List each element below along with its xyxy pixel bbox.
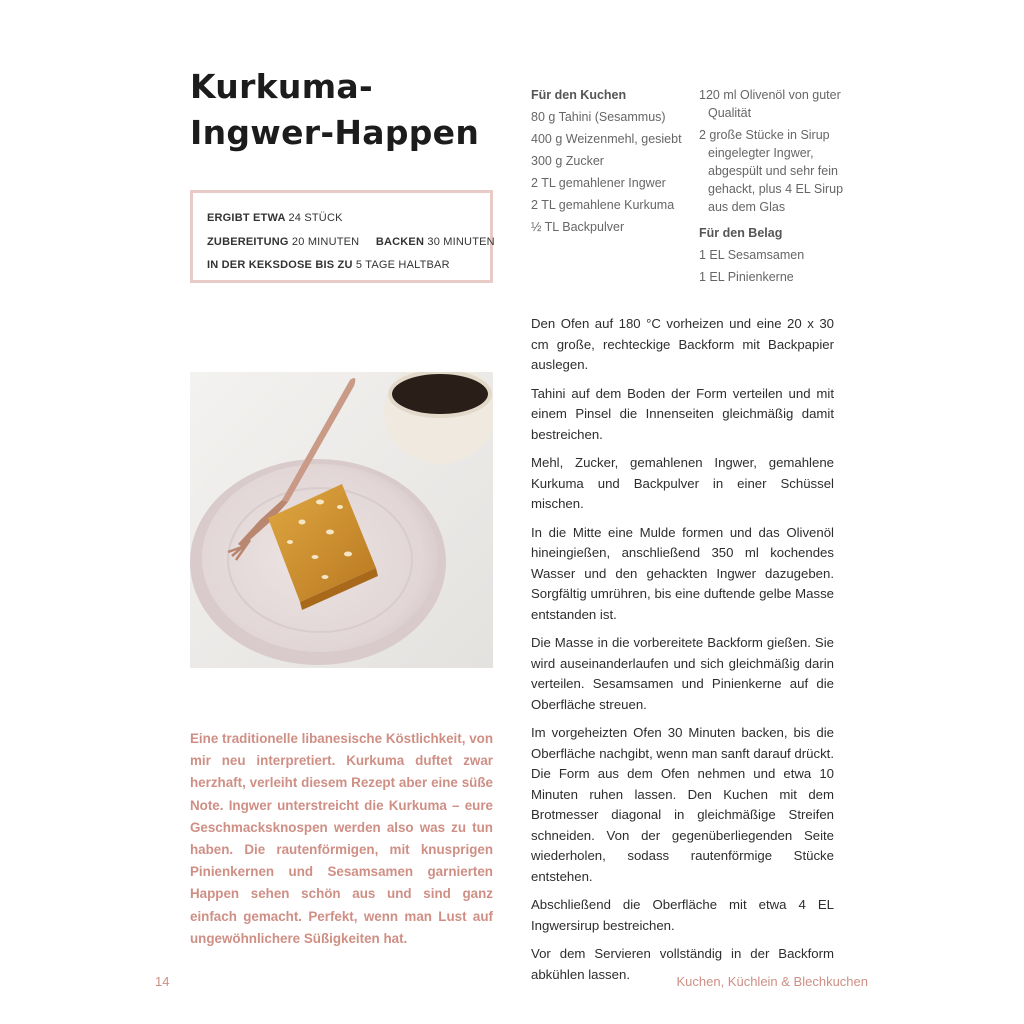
ingredient-item: 2 große Stücke in Sirup eingelegter Ingwer, abgespült und sehr fein gehackt, plus 4 EL Sirup aus dem Glas <box>699 128 844 214</box>
ingredient-item: 2 TL gemahlener Ingwer <box>531 176 666 190</box>
ingredient-item: 400 g Weizenmehl, gesiebt <box>531 132 682 146</box>
storage-value: 5 TAGE HALTBAR <box>355 259 450 271</box>
storage-label: IN DER KEKSDOSE BIS ZU <box>207 259 353 271</box>
ingredient-item: 1 EL Sesamsamen <box>699 248 805 262</box>
method-step: Vor dem Servieren vollständig in der Backform abkühlen lassen. <box>531 946 834 982</box>
recipe-intro: Eine traditionelle libanesische Köstlichkeit, von mir neu interpretiert. Kurkuma duftet zwar herzhaft, verleiht diesem Rezept aber eine süße Note. Ingwer unterstreicht die Kurkuma – eure Geschmacksknospen werden also was zu tun haben. Die rautenförmigen, mit knusprigen Pinienkernen und Sesamsamen garnierten Happen sehen schön aus und sind ganz einfach gemacht. Perfekt, wenn man Lust auf ungewöhnlichere Süßigkeiten hat. <box>190 731 493 946</box>
method-step: Im vorgeheizten Ofen 30 Minuten backen, bis die Oberfläche nachgibt, wenn man sanft darauf drückt. Die Form aus dem Ofen nehmen und etwa 10 Minuten ruhen lassen. Den Kuchen mit dem Brotmesser diagonal in gleichmäßige Streifen schneiden. Von der gegenüberliegenden Seite wiederholen, sodass rautenförmige Stücke entstehen. <box>531 725 834 884</box>
method-step: Mehl, Zucker, gemahlenen Ingwer, gemahlene Kurkuma und Backpulver in einer Schüssel mischen. <box>531 455 834 511</box>
time-row <box>207 231 495 255</box>
ingredient-item: 300 g Zucker <box>531 154 604 168</box>
recipe-info-box <box>190 190 493 283</box>
bake-label: BACKEN <box>375 235 425 248</box>
page-number: 14 <box>155 974 170 989</box>
recipe-photo <box>190 372 493 668</box>
recipe-title: Kurkuma-Ingwer-Happen <box>190 67 480 152</box>
yield-row <box>207 207 476 231</box>
cake-on-plate-image <box>190 372 493 668</box>
method-step: In die Mitte eine Mulde formen und das Olivenöl hineingießen, anschließend 350 ml kochendes Wasser und den gehackten Ingwer dazugeben. Sorgfältig umrühren, bis eine duftende gelbe Masse entstanden ist. <box>531 524 834 622</box>
yield-label: ERGIBT ETWA <box>207 212 286 224</box>
method-step: Abschließend die Oberfläche mit etwa 4 EL Ingwersirup bestreichen. <box>531 897 834 933</box>
yield-value: 24 STÜCK <box>288 212 343 224</box>
ingredients-column-1 <box>531 86 691 240</box>
method-step: Tahini auf dem Boden der Form verteilen und mit einem Pinsel die Innenseiten gleichmäßig damit bestreichen. <box>531 385 834 442</box>
prep-label: ZUBEREITUNG <box>207 235 289 248</box>
ingredient-item: 1 EL Pinienkerne <box>699 270 794 284</box>
ingredients-column-2 <box>699 86 849 290</box>
ingredient-item: 80 g Tahini (Sesammus) <box>531 110 666 124</box>
storage-row <box>207 254 476 278</box>
cake-ingredients-heading: Für den Kuchen <box>531 88 627 102</box>
bake-value: 30 MINUTEN <box>427 235 495 248</box>
ingredient-item: ½ TL Backpulver <box>531 220 625 234</box>
topping-ingredients-heading: Für den Belag <box>699 226 783 240</box>
section-title: Kuchen, Küchlein & Blechkuchen <box>676 974 868 989</box>
method-step: Die Masse in die vorbereitete Backform gießen. Sie wird auseinanderlaufen und sich gleichmäßig darin verteilen. Sesamsamen und Pinienkerne auf die Oberfläche streuen. <box>531 635 834 712</box>
prep-value: 20 MINUTEN <box>291 235 360 248</box>
ingredient-item: 2 TL gemahlene Kurkuma <box>531 198 675 212</box>
method-steps <box>531 314 834 993</box>
ingredient-item: 120 ml Olivenöl von guter Qualität <box>699 88 841 120</box>
method-step: Den Ofen auf 180 °C vorheizen und eine 20 x 30 cm große, rechteckige Backform mit Backpapier auslegen. <box>531 316 834 372</box>
